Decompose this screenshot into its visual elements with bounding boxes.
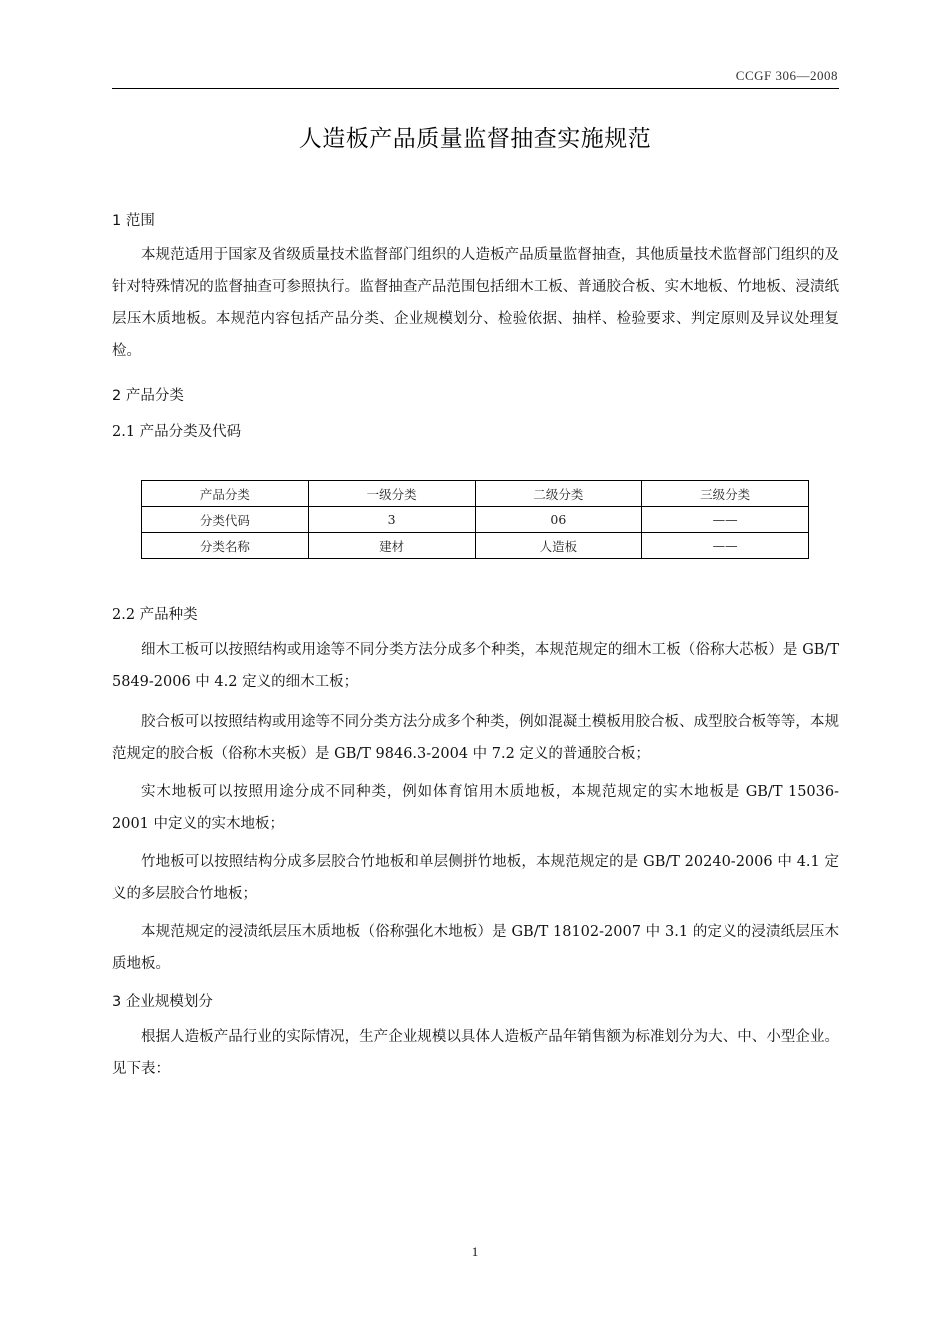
- document-title: 人造板产品质量监督抽查实施规范: [298, 126, 652, 152]
- section-2-2-paragraph-2: 胶合板可以按照结构或用途等不同分类方法分成多个种类，例如混凝土模板用胶合板、成型胶合板等等，本规范规定的胶合板（俗称木夹板）是 GB/T 9846.3-2004 中 7.2 定义的普通胶合板；: [112, 714, 839, 762]
- table-cell: 人造板: [475, 533, 642, 559]
- table-cell: 3: [308, 507, 475, 533]
- table-cell: 建材: [308, 533, 475, 559]
- table-header-cell: 三级分类: [642, 481, 809, 507]
- section-2-2-paragraph-3: 实木地板可以按照用途分成不同种类，例如体育馆用木质地板，本规范规定的实木地板是 GB/T 15036-2001 中定义的实木地板；: [112, 784, 839, 832]
- section-1-paragraph: 本规范适用于国家及省级质量技术监督部门组织的人造板产品质量监督抽查，其他质量技术监督部门组织的及针对特殊情况的监督抽查可参照执行。监督抽查产品范围包括细木工板、普通胶合板、实木地板、竹地板、浸渍纸层压木质地板。本规范内容包括产品分类、企业规模划分、检验依据、抽样、检验要求、判定原则及异议处理复检。: [112, 247, 839, 359]
- section-2-heading: 2 产品分类: [112, 388, 184, 404]
- section-2-2-paragraph-1: 细木工板可以按照结构或用途等不同分类方法分成多个种类，本规范规定的细木工板（俗称大芯板）是 GB/T 5849-2006 中 4.2 定义的细木工板；: [112, 642, 839, 690]
- section-2-1-heading: 2.1 产品分类及代码: [112, 424, 242, 440]
- table-cell: 06: [475, 507, 642, 533]
- table-header-row: [142, 481, 809, 507]
- table-row: [142, 507, 809, 533]
- section-3-heading: 3 企业规模划分: [112, 994, 213, 1010]
- table-cell: ——: [642, 533, 809, 559]
- section-2-2-paragraph-5: 本规范规定的浸渍纸层压木质地板（俗称强化木地板）是 GB/T 18102-2007 中 3.1 的定义的浸渍纸层压木质地板。: [112, 924, 839, 972]
- classification-table: [141, 480, 809, 559]
- table-header-cell: 二级分类: [475, 481, 642, 507]
- page-number: 1: [471, 1244, 479, 1259]
- table-header-cell: 一级分类: [308, 481, 475, 507]
- table-header-cell: 产品分类: [142, 481, 309, 507]
- section-1-heading: 1 范围: [112, 213, 155, 229]
- header-rule: [112, 88, 839, 89]
- document-code: CCGF 306—2008: [735, 68, 838, 83]
- section-3-paragraph: 根据人造板产品行业的实际情况，生产企业规模以具体人造板产品年销售额为标准划分为大、中、小型企业。见下表：: [112, 1029, 839, 1077]
- section-2-2-paragraph-4: 竹地板可以按照结构分成多层胶合竹地板和单层侧拼竹地板，本规范规定的是 GB/T 20240-2006 中 4.1 定义的多层胶合竹地板；: [112, 854, 839, 902]
- section-2-2-heading: 2.2 产品种类: [112, 607, 198, 623]
- table-cell: 分类名称: [142, 533, 309, 559]
- table-cell: ——: [642, 507, 809, 533]
- table-row: [142, 533, 809, 559]
- table-cell: 分类代码: [142, 507, 309, 533]
